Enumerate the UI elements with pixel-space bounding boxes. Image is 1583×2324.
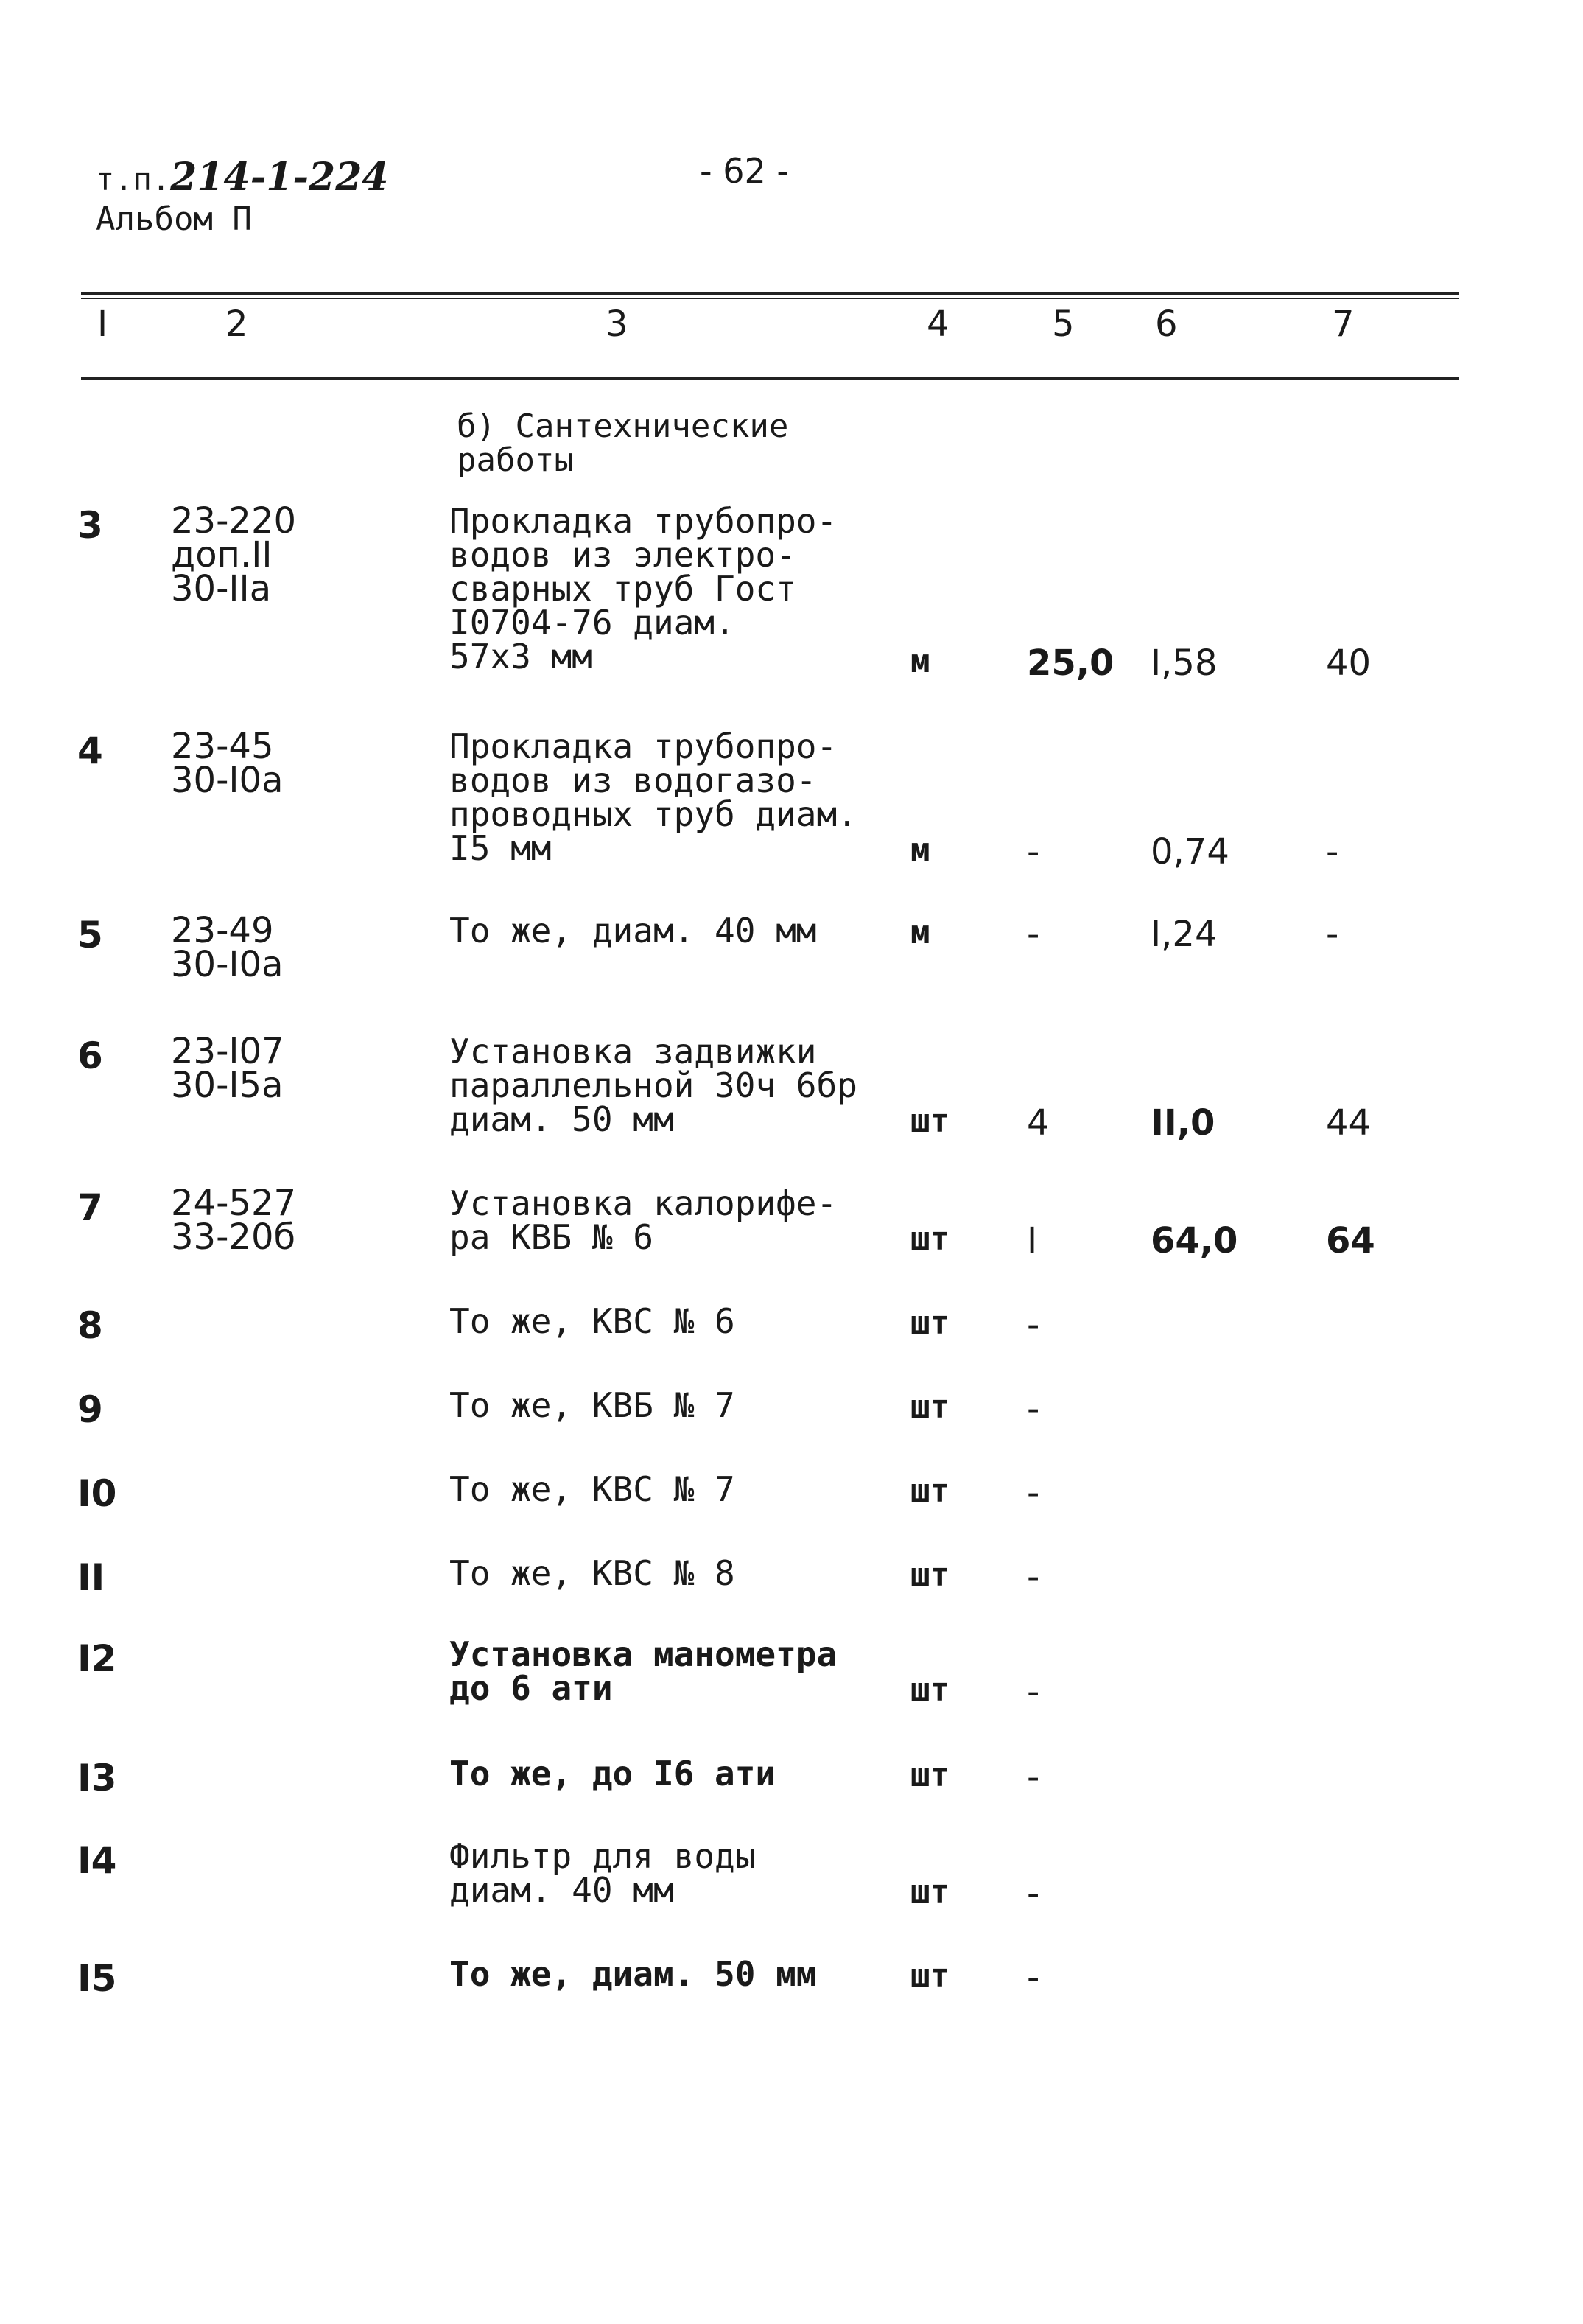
row-quantity: 25,0 — [1027, 643, 1115, 684]
row-quantity: 4 — [1027, 1102, 1050, 1144]
document-code-prefix: т.п. — [96, 161, 171, 197]
album-label: Альбом П — [96, 200, 252, 238]
row-unit: шт — [910, 1102, 950, 1140]
row-code: 24-527 33-20б — [171, 1183, 297, 1258]
row-description: Установка задвижки параллельной 30ч 6бр диам. 50 мм — [449, 1032, 857, 1139]
row-total: 40 — [1326, 643, 1372, 684]
row-quantity: - — [1027, 1957, 1040, 1998]
row-description: То же, КВС № 8 — [449, 1553, 735, 1593]
row-quantity: - — [1027, 1388, 1040, 1429]
column-header-7: 7 — [1332, 304, 1355, 345]
document-code — [96, 155, 389, 200]
row-unit: шт — [910, 1220, 950, 1258]
document-code-handwritten: 214-1-224 — [170, 155, 389, 200]
row-description: Фильтр для воды диам. 40 мм — [449, 1836, 756, 1910]
row-code: 23-45 30-I0a — [171, 726, 284, 801]
page-number: - 62 - — [700, 151, 789, 191]
row-quantity: - — [1027, 1304, 1040, 1345]
row-number: I2 — [77, 1637, 117, 1680]
column-header-3: 3 — [606, 304, 628, 345]
row-norm: 0,74 — [1151, 831, 1229, 872]
row-number: I3 — [77, 1757, 117, 1799]
table-top-rule-thin — [81, 298, 1459, 299]
row-unit: шт — [910, 1304, 950, 1342]
row-unit: шт — [910, 1873, 950, 1911]
row-code: 23-49 30-I0a — [171, 910, 284, 985]
row-unit: шт — [910, 1957, 950, 1995]
row-description: То же, КВБ № 7 — [449, 1385, 735, 1425]
row-total: 44 — [1326, 1102, 1372, 1144]
row-quantity: - — [1027, 831, 1040, 872]
row-description: Установка калорифе- ра КВБ № 6 — [449, 1183, 838, 1257]
row-unit: шт — [910, 1556, 950, 1594]
row-total: - — [1326, 831, 1339, 872]
row-unit: шт — [910, 1671, 950, 1709]
row-quantity: I — [1027, 1220, 1038, 1261]
row-description: То же, диам. 40 мм — [449, 911, 817, 951]
row-quantity: - — [1027, 1757, 1040, 1798]
section-title: б) Сантехнические работы — [457, 407, 789, 479]
row-unit: шт — [910, 1388, 950, 1426]
row-quantity: - — [1027, 1472, 1040, 1513]
row-norm: I,24 — [1151, 914, 1218, 955]
row-number: 8 — [77, 1304, 103, 1347]
row-norm: II,0 — [1151, 1102, 1215, 1144]
row-number: 9 — [77, 1388, 103, 1431]
row-norm: 64,0 — [1151, 1220, 1238, 1261]
row-code: 23-220 доп.II 30-IIa — [171, 500, 297, 609]
row-number: II — [77, 1556, 105, 1599]
row-total: 64 — [1326, 1220, 1375, 1261]
column-header-1: I — [97, 304, 108, 345]
column-header-2: 2 — [225, 304, 248, 345]
table-header-rule — [81, 377, 1459, 380]
column-header-4: 4 — [927, 304, 950, 345]
row-number: 3 — [77, 504, 103, 547]
row-number: 6 — [77, 1035, 103, 1077]
row-number: I0 — [77, 1472, 117, 1515]
row-code: 23-I07 30-I5a — [171, 1031, 284, 1106]
row-number: 5 — [77, 914, 103, 956]
row-description: Прокладка трубопро- водов из электро- сварных труб Гост I0704-76 диам. 57x3 мм — [449, 501, 838, 676]
row-description: Установка манометра до 6 ати — [449, 1634, 838, 1708]
row-quantity: - — [1027, 1556, 1040, 1597]
row-number: I5 — [77, 1957, 117, 2000]
row-total: - — [1326, 914, 1339, 955]
row-number: 4 — [77, 729, 103, 772]
row-quantity: - — [1027, 914, 1040, 955]
row-unit: м — [910, 831, 930, 869]
column-header-5: 5 — [1052, 304, 1075, 345]
table-top-rule — [81, 292, 1459, 295]
row-unit: м — [910, 914, 930, 951]
row-description: То же, КВС № 7 — [449, 1469, 735, 1509]
row-description: То же, диам. 50 мм — [449, 1954, 817, 1994]
row-unit: шт — [910, 1757, 950, 1794]
column-header-6: 6 — [1155, 304, 1178, 345]
row-number: 7 — [77, 1186, 103, 1229]
row-unit: м — [910, 643, 930, 680]
row-unit: шт — [910, 1472, 950, 1510]
row-quantity: - — [1027, 1873, 1040, 1914]
row-number: I4 — [77, 1839, 117, 1882]
row-quantity: - — [1027, 1671, 1040, 1712]
row-description: Прокладка трубопро- водов из водогазо- проводных труб диам. I5 мм — [449, 727, 857, 868]
row-norm: I,58 — [1151, 643, 1218, 684]
row-description: То же, до I6 ати — [449, 1754, 776, 1793]
row-description: То же, КВС № 6 — [449, 1301, 735, 1341]
